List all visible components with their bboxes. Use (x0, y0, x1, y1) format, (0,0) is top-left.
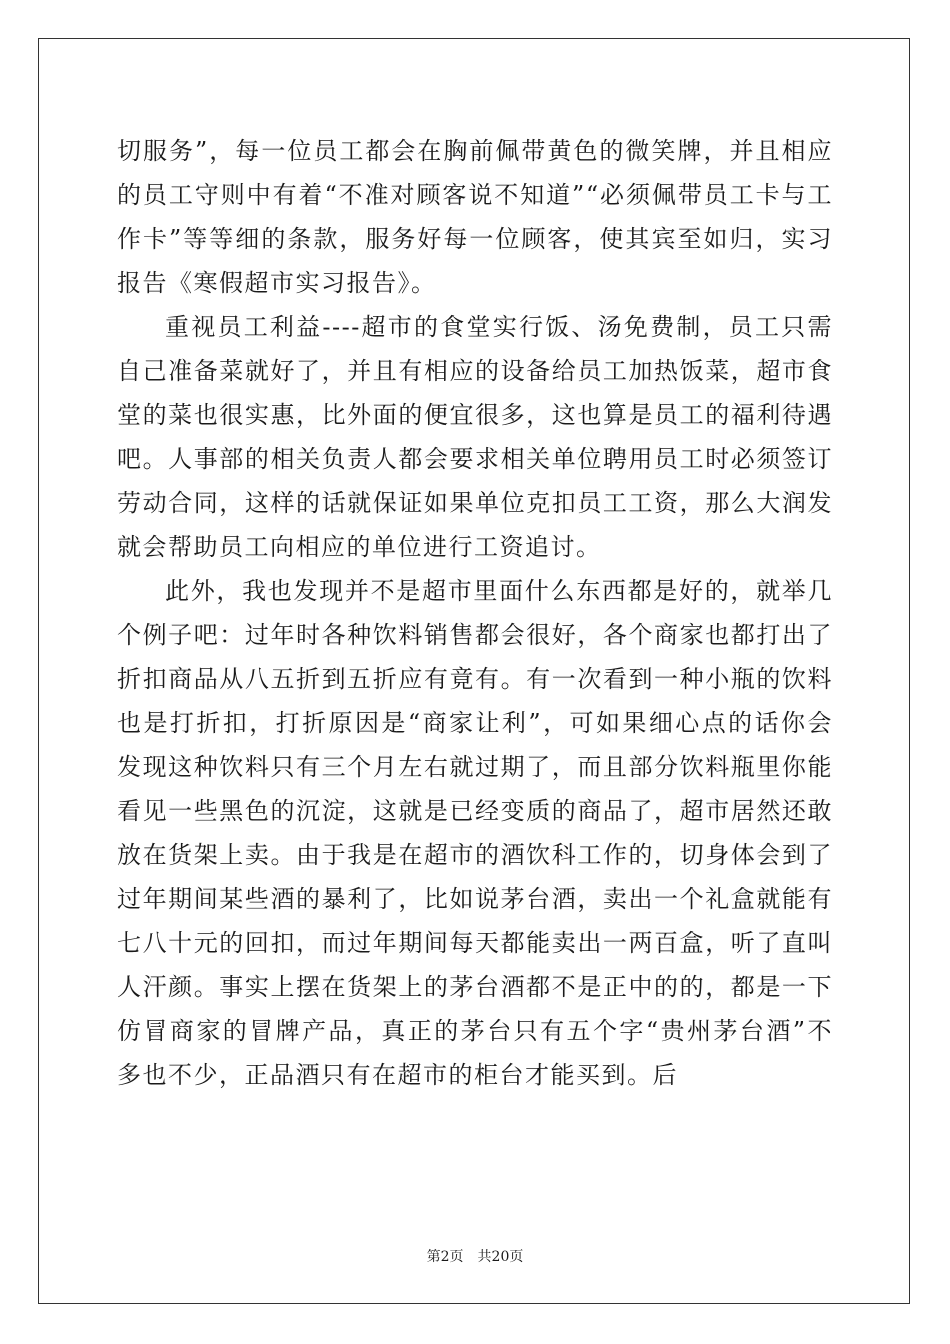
page-number-footer: 第2页 共20页 (426, 1249, 524, 1265)
paragraph-employee-benefits: 重视员工利益----超市的食堂实行饭、汤免费制，员工只需自己准备菜就好了，并且有相应的设备给员工加热饭菜，超市食堂的菜也很实惠，比外面的便宜很多，这也算是员工的福利待遇吧。人事部的相关负责人都会要求相关单位聘用员工时必须签订劳动合同，这样的话就保证如果单位克扣员工工资，那么大润发就会帮助员工向相应的单位进行工资追讨。 (117, 313, 833, 561)
document-body (117, 129, 833, 1097)
paragraph-observations: 此外，我也发现并不是超市里面什么东西都是好的，就举几个例子吧：过年时各种饮料销售都会很好，各个商家也都打出了折扣商品从八五折到五折应有竟有。有一次看到一种小瓶的饮料也是打折扣，打折原因是“商家让利”，可如果细心点的话你会发现这种饮料只有三个月左右就过期了，而且部分饮料瓶里你能看见一些黑色的沉淀，这就是已经变质的商品了，超市居然还敢放在货架上卖。由于我是在超市的酒饮科工作的，切身体会到了过年期间某些酒的暴利了，比如说茅台酒，卖出一个礼盒就能有七八十元的回扣，而过年期间每天都能卖出一两百盒，听了直叫人汗颜。事实上摆在货架上的茅台酒都不是正中的的，都是一下仿冒商家的冒牌产品，真正的茅台只有五个字“贵州茅台酒”不多也不少，正品酒只有在超市的柜台才能买到。后 (117, 577, 833, 1089)
paragraph-continuation: 切服务”，每一位员工都会在胸前佩带黄色的微笑牌，并且相应的员工守则中有着“不准对顾客说不知道”“必须佩带员工卡与工作卡”等等细的条款，服务好每一位顾客，使其宾至如归，实习报告《寒假超市实习报告》。 (117, 137, 833, 297)
